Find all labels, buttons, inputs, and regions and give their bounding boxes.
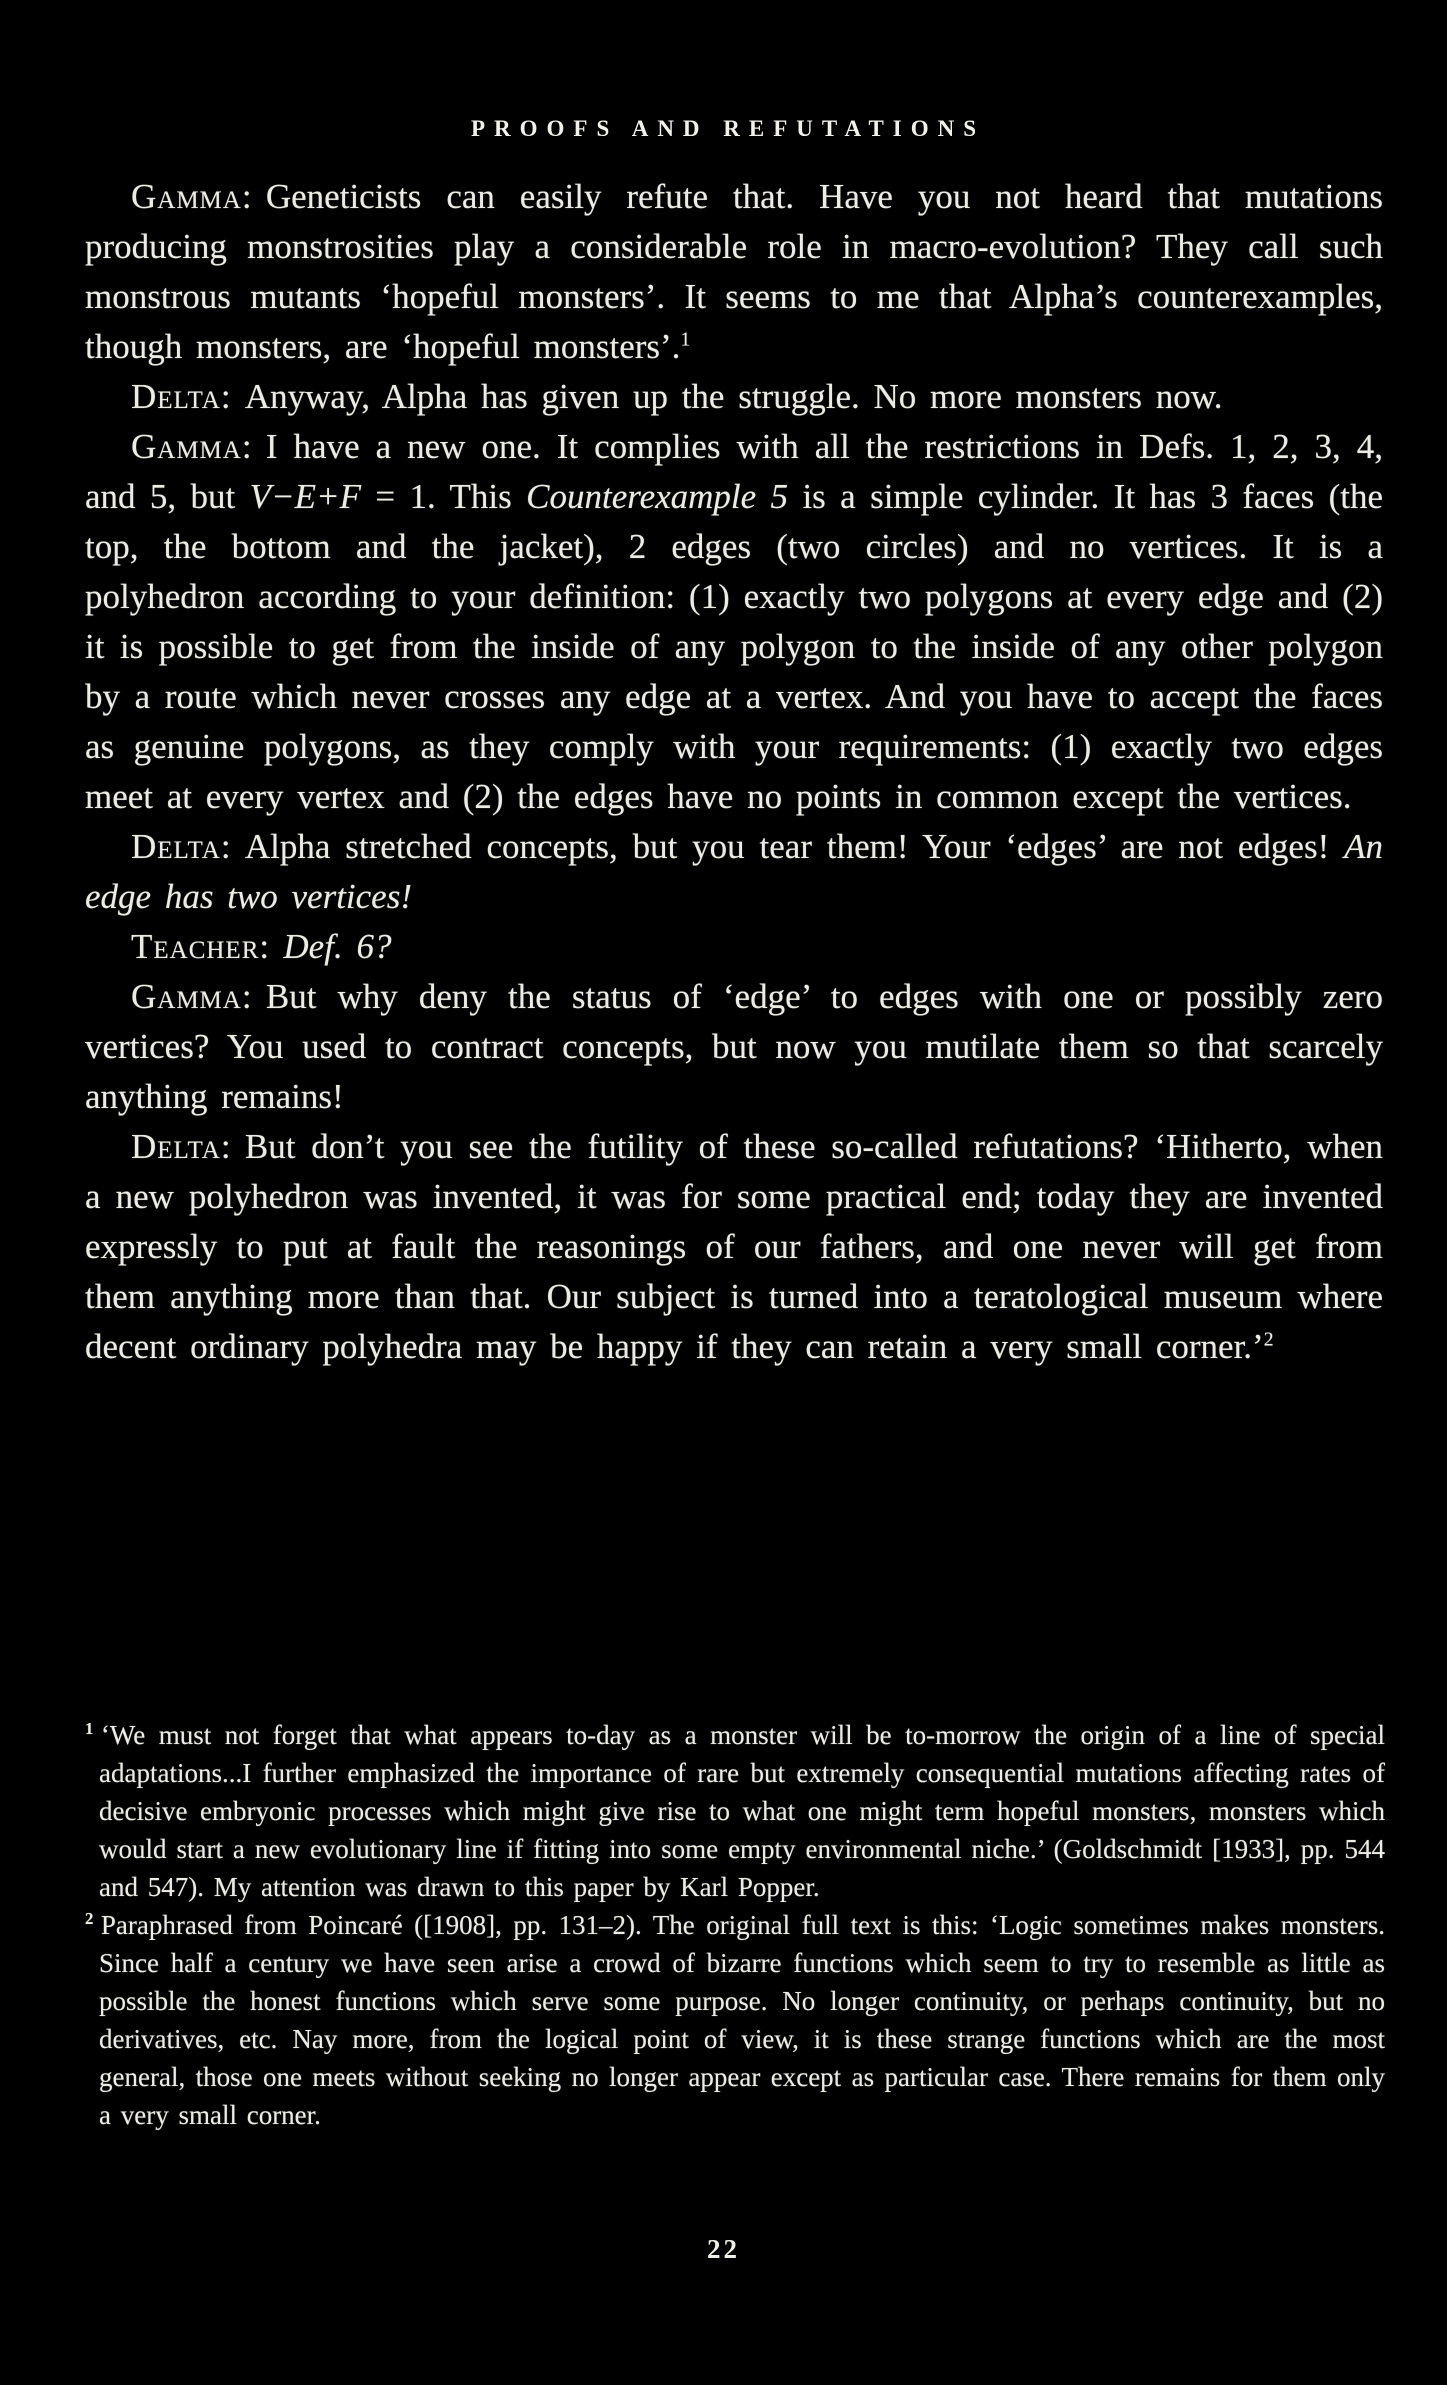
footnote-marker-2: 2: [85, 1909, 94, 1928]
definition-reference: Def. 6?: [283, 927, 392, 966]
speaker-name: Teacher:: [131, 927, 271, 966]
dialogue-segment: is a simple cylinder. It has 3 faces (the top, the bottom and the jacket), 2 edges (two circles) and no vertices. It is a polyhedron according to your definition: (1) exactly two polygons at every edge and (2) it is possible to get from the inside of any polygon to the inside of any other polygon by a route which never crosses any edge at a vertex. And you have to accept the faces as genuine polygons, as they comply with your requirements: (1) exactly two edges meet at every vertex and (2) the edges have no points in common except the vertices.: [85, 477, 1384, 816]
speaker-name: Gamma:: [131, 427, 253, 466]
euler-formula: V−E+F: [249, 477, 362, 516]
speaker-name: Gamma:: [131, 977, 253, 1016]
running-head: PROOFS AND REFUTATIONS: [470, 116, 986, 141]
footnote-ref-1: 1: [680, 329, 691, 351]
dialogue-segment: = 1. This: [361, 477, 527, 516]
dialogue-segment: Anyway, Alpha has given up the struggle. No more monsters now.: [244, 377, 1223, 416]
footnotes-block: [85, 1716, 1385, 2134]
dialogue-paragraph-gamma-3: [85, 972, 1383, 1122]
footnote-text: Paraphrased from Poincaré ([1908], pp. 131–2). The original full text is this: ‘Logic sometimes makes monsters. Since half a century we have seen arise a crowd of bizarre functions which seem to try to resemble as little as possible the honest functions which serve some purpose. No longer continuity, or perhaps continuity, but no derivatives, etc. Nay more, from the logical point of view, it is these strange functions which are the most general, those one meets without seeking no longer appear except as particular case. There remains for them only a very small corner.: [99, 1910, 1385, 2130]
dialogue-segment: But don’t you see the futility of these so-called refutations? ‘Hitherto, when a new polyhedron was invented, it was for some practical end; today they are invented expressly to put at fault the reasonings of our fathers, and one never will get from them anything more than that. Our subject is turned into a teratological museum where decent ordinary polyhedra may be happy if they can retain a very small corner.’: [85, 1127, 1383, 1366]
footnote-ref-2: 2: [1263, 1329, 1274, 1351]
page-number: 22: [707, 2234, 740, 2264]
dialogue-paragraph-gamma-2: [85, 422, 1383, 822]
speaker-name: Delta:: [131, 827, 232, 866]
dialogue-segment: Alpha stretched concepts, but you tear them! Your ‘edges’ are not edges!: [244, 827, 1345, 866]
dialogue-segment: But why deny the status of ‘edge’ to edges with one or possibly zero vertices? You used to contract concepts, but now you mutilate them so that scarcely anything remains!: [85, 977, 1383, 1116]
footnote-1: [85, 1716, 1385, 1906]
emphasized-claim: An edge has two vertices!: [85, 827, 1383, 916]
dialogue-segment: I have a new one. It complies with all the restrictions in Defs. 1, 2, 3, 4, and 5, but: [85, 427, 1383, 516]
dialogue-paragraph-gamma-1: [85, 172, 1383, 372]
footnote-text: ‘We must not forget that what appears to-day as a monster will be to-morrow the origin of a line of special adaptations...I further emphasized the importance of rare but extremely consequential mutations affecting rates of decisive embryonic processes which might give rise to what one might term hopeful monsters, monsters which would start a new evolutionary line if fitting into some empty environmental niche.’ (Goldschmidt [1933], pp. 544 and 547). My attention was drawn to this paper by Karl Popper.: [99, 1720, 1385, 1902]
speaker-name: Delta:: [131, 1127, 232, 1166]
counterexample-label: Counterexample 5: [526, 477, 789, 516]
dialogue-paragraph-teacher: [85, 922, 1383, 972]
footnote-2: [85, 1906, 1385, 2134]
dialogue-paragraph-delta-1: [85, 372, 1383, 422]
dialogue-segment: Geneticists can easily refute that. Have you not heard that mutations producing monstrosities play a considerable role in macro-evolution? They call such monstrous mutants ‘hopeful monsters’. It seems to me that Alpha’s counterexamples, though monsters, are ‘hopeful monsters’.: [85, 177, 1383, 366]
footnote-marker-1: 1: [85, 1719, 94, 1738]
speaker-name: Gamma:: [131, 177, 253, 216]
dialogue-paragraph-delta-3: [85, 1122, 1383, 1372]
dialogue-text: [85, 172, 1383, 1372]
dialogue-paragraph-delta-2: [85, 822, 1383, 922]
speaker-name: Delta:: [131, 377, 232, 416]
